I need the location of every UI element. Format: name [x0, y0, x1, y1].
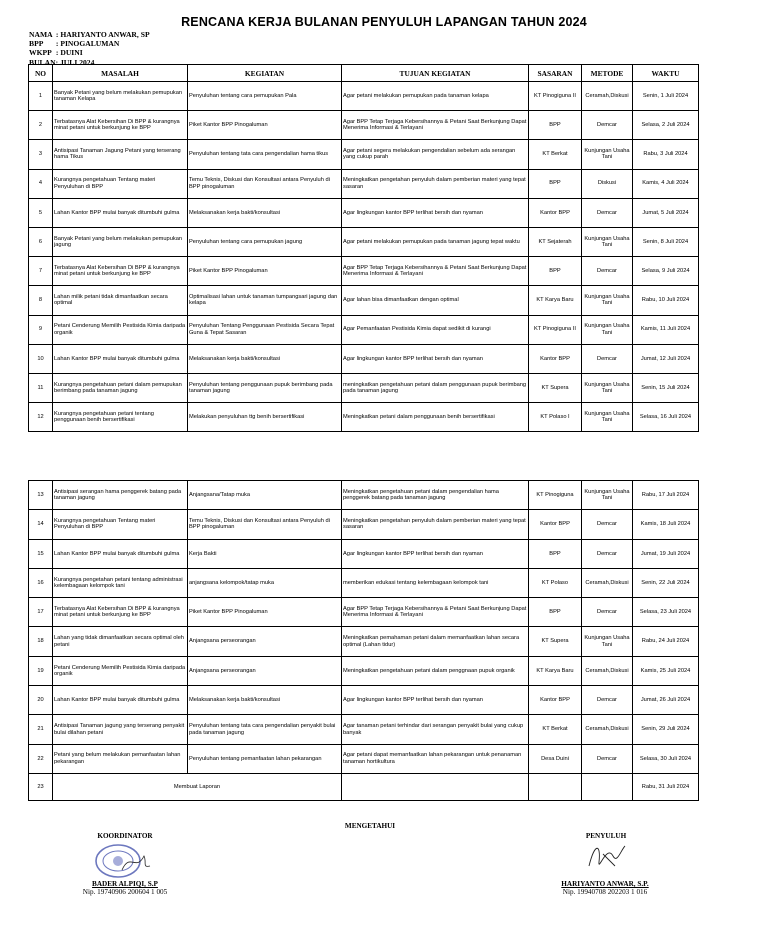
- cell-waktu: Kamis, 25 Juli 2024: [633, 656, 699, 685]
- cell-no: 10: [29, 344, 53, 373]
- cell-metode: Demcar: [582, 198, 633, 227]
- cell-kegiatan: anjangsana kelompok/tatap muka: [188, 568, 342, 597]
- cell-metode: Diskusi: [582, 169, 633, 198]
- cell-no: 5: [29, 198, 53, 227]
- table-row: [29, 481, 699, 510]
- cell-tujuan: Agar BPP Tetap Terjaga Kebersihannya & Petani Saat Berkunjung Dapat Menerima Informasi & Terlayani: [342, 598, 529, 627]
- cell-masalah: Banyak Petani yang belum melakukan pemupukan jagung: [53, 227, 188, 256]
- cell-no: 7: [29, 257, 53, 286]
- cell-waktu: Jumat, 26 Juli 2024: [633, 686, 699, 715]
- cell-waktu: Selasa, 23 Juli 2024: [633, 598, 699, 627]
- cell-tujuan: Meningkatkan petani dalam penggunaan benih bersertifikasi: [342, 403, 529, 432]
- cell-sasaran: KT Karya Baru: [529, 286, 582, 315]
- cell-kegiatan: Anjangsana perseorangan: [188, 656, 342, 685]
- cell-tujuan: Meningkatkan pengetahan penyuluh dalam pemberian materi yang tepat sasaran: [342, 510, 529, 539]
- cell-sasaran: BPP: [529, 257, 582, 286]
- table-row: [29, 373, 699, 402]
- cell-kegiatan: Optimalisasi lahan untuk tanaman tumpangsari jagung dan kelapa: [188, 286, 342, 315]
- cell-metode: Demcar: [582, 598, 633, 627]
- cell-tujuan: Agar BPP Tetap Terjaga Kebersihannya & Petani Saat Berkunjung Dapat Menerima Informasi & Terlayani: [342, 111, 529, 140]
- cell-masalah: Lahan Kantor BPP mulai banyak ditumbuhi gulma: [53, 198, 188, 227]
- cell-masalah: Kurangnya pengetahuan Tentang materi Penyuluhan di BPP: [53, 169, 188, 198]
- table-row: [29, 257, 699, 286]
- koordinator-label: KOORDINATOR: [97, 832, 153, 840]
- table-row: [29, 227, 699, 256]
- cell-sasaran: KT Polaso: [529, 568, 582, 597]
- cell-sasaran: Kantor BPP: [529, 198, 582, 227]
- cell-waktu: Rabu, 17 Juli 2024: [633, 481, 699, 510]
- cell-kegiatan: Kerja Bakti: [188, 539, 342, 568]
- cell-kegiatan: Piket Kantor BPP Pinogaluman: [188, 598, 342, 627]
- cell-tujuan: Meningkatkan pengetahuan petani dalam penggnaan pupuk organik: [342, 656, 529, 685]
- cell-metode: Demcar: [582, 744, 633, 773]
- cell-sasaran: [529, 773, 582, 800]
- cell-no: 22: [29, 744, 53, 773]
- cell-waktu: Selasa, 9 Juli 2024: [633, 257, 699, 286]
- header-kegiatan: KEGIATAN: [188, 65, 342, 82]
- cell-masalah: Antisipasi Tanaman Jagung Petani yang terserang hama Tikus: [53, 140, 188, 169]
- cell-no: 2: [29, 111, 53, 140]
- cell-kegiatan: Membuat Laporan: [53, 773, 342, 800]
- table-row: [29, 627, 699, 656]
- cell-sasaran: KT Berkat: [529, 715, 582, 744]
- cell-sasaran: BPP: [529, 539, 582, 568]
- cell-masalah: Antisipasi serangan hama penggerek batang pada tanaman jagung: [53, 481, 188, 510]
- cell-sasaran: KT Berkat: [529, 140, 582, 169]
- table-body-page2: [29, 481, 699, 774]
- cell-waktu: Senin, 8 Juli 2024: [633, 227, 699, 256]
- cell-waktu: Senin, 15 Juli 2024: [633, 373, 699, 402]
- cell-tujuan: Agar lingkungan kantor BPP terlihat bersih dan nyaman: [342, 198, 529, 227]
- cell-sasaran: BPP: [529, 169, 582, 198]
- header-sasaran: SASARAN: [529, 65, 582, 82]
- cell-tujuan: Agar lingkungan kantor BPP terlihat bersih dan nyaman: [342, 344, 529, 373]
- cell-waktu: Selasa, 2 Juli 2024: [633, 111, 699, 140]
- plan-table-page1: [28, 64, 699, 432]
- cell-waktu: Jumat, 19 Juli 2024: [633, 539, 699, 568]
- cell-tujuan: meningkatkan pengetahuan petani dalam penggunaan pupuk berimbang pada tanaman jagung: [342, 373, 529, 402]
- meta-wkpp: WKPP : DUINI: [29, 48, 83, 58]
- cell-sasaran: KT Pinogiguna II: [529, 315, 582, 344]
- cell-tujuan: Agar lingkungan kantor BPP terlihat bersih dan nyaman: [342, 686, 529, 715]
- penyuluh-name: HARIYANTO ANWAR, S.P.: [561, 880, 649, 888]
- cell-tujuan: Agar petani melakukan pemupukan pada tanaman jagung tepat waktu: [342, 227, 529, 256]
- table-row: [29, 286, 699, 315]
- cell-tujuan: Agar lingkungan kantor BPP terlihat bersih dan nyaman: [342, 539, 529, 568]
- cell-sasaran: Kantor BPP: [529, 344, 582, 373]
- penyuluh-label: PENYULUH: [585, 832, 627, 840]
- cell-sasaran: BPP: [529, 598, 582, 627]
- cell-kegiatan: Penyuluhan Tentang Penggunaan Pestisida Secara Tepat Guna & Tepat Sasaran: [188, 315, 342, 344]
- cell-kegiatan: Penyuluhan tentang penggunaan pupuk berimbang pada tanaman jagung: [188, 373, 342, 402]
- cell-masalah: Petani yang belum melakukan pemanfaatan lahan pekarangan: [53, 744, 188, 773]
- table-row: [29, 686, 699, 715]
- cell-masalah: Terbatasnya Alat Kebersihan Di BPP & kurangnya minat petani untuk berkunjung ke BPP: [53, 598, 188, 627]
- cell-kegiatan: Penyuluhan tentang pemanfaatan lahan pekarangan: [188, 744, 342, 773]
- cell-no: 9: [29, 315, 53, 344]
- cell-masalah: Kurangnya pengetahuan petani tentang penggunaan benih bersertifikasi: [53, 403, 188, 432]
- cell-waktu: Senin, 1 Juli 2024: [633, 82, 699, 111]
- cell-metode: Kunjungan Usaha Tani: [582, 286, 633, 315]
- cell-kegiatan: Piket Kantor BPP Pinogaluman: [188, 257, 342, 286]
- official-stamp-icon: [92, 842, 154, 880]
- cell-no: 17: [29, 598, 53, 627]
- cell-kegiatan: Melaksanakan kerja bakti/konsultasi: [188, 344, 342, 373]
- cell-waktu: Senin, 29 Juli 2024: [633, 715, 699, 744]
- cell-metode: Ceramah,Diskusi: [582, 82, 633, 111]
- cell-tujuan: memberikan edukasi tentang kelembagaan kelompok tani: [342, 568, 529, 597]
- cell-metode: Kunjungan Usaha Tani: [582, 403, 633, 432]
- koordinator-nip: Nip. 19740906 200604 1 005: [82, 888, 168, 896]
- table-row: [29, 315, 699, 344]
- cell-metode: Demcar: [582, 686, 633, 715]
- document-meta: [29, 30, 150, 67]
- cell-no: 14: [29, 510, 53, 539]
- table-row: [29, 140, 699, 169]
- header-waktu: WAKTU: [633, 65, 699, 82]
- cell-sasaran: BPP: [529, 111, 582, 140]
- cell-masalah: Terbatasnya Alat Kebersihan Di BPP & kurangnya minat petani untuk berkunjung ke BPP: [53, 111, 188, 140]
- cell-kegiatan: Penyuluhan tentang tata cara pengendalian hama tikus: [188, 140, 342, 169]
- header-masalah: MASALAH: [53, 65, 188, 82]
- table-row: [29, 403, 699, 432]
- cell-metode: Ceramah,Diskusi: [582, 715, 633, 744]
- plan-table-page2: [28, 480, 699, 801]
- cell-no: 4: [29, 169, 53, 198]
- cell-waktu: Rabu, 10 Juli 2024: [633, 286, 699, 315]
- cell-kegiatan: Melaksanakan kerja bakti/konsultasi: [188, 198, 342, 227]
- cell-no: 13: [29, 481, 53, 510]
- cell-tujuan: Agar BPP Tetap Terjaga Kebersihannya & Petani Saat Berkunjung Dapat Menerima Informasi & Terlayani: [342, 257, 529, 286]
- cell-kegiatan: Penyuluhan tentang cara pemupukan jagung: [188, 227, 342, 256]
- cell-kegiatan: Anjangsana perseorangan: [188, 627, 342, 656]
- cell-tujuan: [342, 773, 529, 800]
- cell-sasaran: KT Polaso I: [529, 403, 582, 432]
- cell-no: 3: [29, 140, 53, 169]
- table-row: [29, 744, 699, 773]
- cell-waktu: Kamis, 4 Juli 2024: [633, 169, 699, 198]
- cell-tujuan: Agar lahan bisa dimanfaatkan dengan optimal: [342, 286, 529, 315]
- cell-kegiatan: Temu Teknis, Diskusi dan Konsultasi antara Penyuluh di BPP pinogaluman: [188, 169, 342, 198]
- document-title: RENCANA KERJA BULANAN PENYULUH LAPANGAN TAHUN 2024: [181, 15, 587, 29]
- cell-masalah: Antisipasi Tanaman jagung yang terserang penyakit bulai dilahan petani: [53, 715, 188, 744]
- cell-tujuan: Agar petani dapat memanfaatkan lahan pekarangan untuk penanaman tanaman hortikultura: [342, 744, 529, 773]
- cell-masalah: Kurangnya pengetahuan Tentang materi Penyuluhan di BPP: [53, 510, 188, 539]
- meta-bulan: BULAN: JULI 2024: [29, 57, 95, 67]
- table-row: [29, 539, 699, 568]
- table-row: [29, 198, 699, 227]
- meta-bpp: BPP : PINOGALUMAN: [29, 39, 120, 49]
- cell-metode: Demcar: [582, 257, 633, 286]
- table-row: [29, 656, 699, 685]
- cell-no: 15: [29, 539, 53, 568]
- cell-masalah: Kurangnya pengetahan petani tentang administrasi kelembagaan kelompok tani: [53, 568, 188, 597]
- cell-metode: Kunjungan Usaha Tani: [582, 481, 633, 510]
- cell-waktu: Kamis, 11 Juli 2024: [633, 315, 699, 344]
- cell-no: 12: [29, 403, 53, 432]
- cell-masalah: Banyak Petani yang belum melakukan pemupukan tanaman Kelapa: [53, 82, 188, 111]
- header-no: NO: [29, 65, 53, 82]
- cell-no: 16: [29, 568, 53, 597]
- cell-waktu: Selasa, 30 Juli 2024: [633, 744, 699, 773]
- cell-no: 19: [29, 656, 53, 685]
- table-row: [29, 169, 699, 198]
- cell-kegiatan: Anjangsana/Tatap muka: [188, 481, 342, 510]
- cell-kegiatan: Penyuluhan tentang tata cara pengendalian penyakit bulai pada tanaman jagung: [188, 715, 342, 744]
- cell-sasaran: KT Pinogiguna: [529, 481, 582, 510]
- cell-kegiatan: Temu Teknis, Diskusi dan Konsultasi antara Penyuluh di BPP pinogaluman: [188, 510, 342, 539]
- cell-waktu: Rabu, 3 Juli 2024: [633, 140, 699, 169]
- cell-tujuan: Meningkatkan pengetahuan petani dalam pengendalian hama penggerek batang pada tanaman jagung: [342, 481, 529, 510]
- cell-tujuan: Agar tanaman petani terhindar dari serangan penyakit bulai yang cukup banyak: [342, 715, 529, 744]
- cell-masalah: Kurangnya pengetahuan petani dalam pemupukan berimbang pada tanaman jagung: [53, 373, 188, 402]
- cell-metode: Ceramah,Diskusi: [582, 568, 633, 597]
- table-row: [29, 82, 699, 111]
- cell-masalah: Lahan milik petani tidak dimanfaatkan secara optimal: [53, 286, 188, 315]
- cell-sasaran: KT Supera: [529, 627, 582, 656]
- cell-waktu: Kamis, 18 Juli 2024: [633, 510, 699, 539]
- cell-sasaran: KT Sejaterah: [529, 227, 582, 256]
- cell-kegiatan: Penyuluhan tentang cara pemupukan Pala: [188, 82, 342, 111]
- cell-no: 1: [29, 82, 53, 111]
- cell-kegiatan: Melakukan penyuluhan ttg benih bersertifikasi: [188, 403, 342, 432]
- header-tujuan: TUJUAN KEGIATAN: [342, 65, 529, 82]
- cell-kegiatan: Melaksanakan kerja bakti/konsultasi: [188, 686, 342, 715]
- mengetahui-label: MENGETAHUI: [344, 822, 396, 830]
- cell-masalah: Petani Cenderung Memilih Pestisida Kimia daripada organik: [53, 315, 188, 344]
- table-header-row: [29, 65, 699, 82]
- cell-masalah: Lahan yang tidak dimanfaatkan secara optimal oleh petani: [53, 627, 188, 656]
- table-row: [29, 344, 699, 373]
- cell-no: 20: [29, 686, 53, 715]
- cell-masalah: Terbatasnya Alat Kebersihan Di BPP & kurangnya minat petani untuk berkunjung ke BPP: [53, 257, 188, 286]
- cell-no: 21: [29, 715, 53, 744]
- cell-tujuan: Meningkatkan pengetahan penyuluh dalam pemberian materi yang tepat sasaran: [342, 169, 529, 198]
- cell-metode: Demcar: [582, 539, 633, 568]
- cell-waktu: Senin, 22 Juli 2024: [633, 568, 699, 597]
- table-row: [29, 568, 699, 597]
- meta-nama: NAMA : HARIYANTO ANWAR, SP: [29, 30, 150, 39]
- cell-metode: Demcar: [582, 510, 633, 539]
- cell-no: 23: [29, 773, 53, 800]
- cell-tujuan: Agar Pemanfaatan Pestisida Kimia dapat sedikit di kurangi: [342, 315, 529, 344]
- cell-masalah: Lahan Kantor BPP mulai banyak ditumbuhi gulma: [53, 539, 188, 568]
- cell-metode: Kunjungan Usaha Tani: [582, 373, 633, 402]
- cell-sasaran: Desa Duini: [529, 744, 582, 773]
- cell-tujuan: Agar petani segera melakukan pengendalian sebelum ada serangan yang cukup parah: [342, 140, 529, 169]
- cell-sasaran: KT Karya Baru: [529, 656, 582, 685]
- cell-no: 6: [29, 227, 53, 256]
- cell-metode: [582, 773, 633, 800]
- cell-sasaran: Kantor BPP: [529, 686, 582, 715]
- cell-waktu: Rabu, 24 Juli 2024: [633, 627, 699, 656]
- cell-masalah: Lahan Kantor BPP mulai banyak ditumbuhi gulma: [53, 686, 188, 715]
- cell-metode: Demcar: [582, 111, 633, 140]
- cell-no: 18: [29, 627, 53, 656]
- cell-tujuan: Agar petani melakukan pemupukan pada tanaman kelapa: [342, 82, 529, 111]
- cell-metode: Demcar: [582, 344, 633, 373]
- signature-icon: [585, 836, 629, 878]
- cell-no: 11: [29, 373, 53, 402]
- table-row: [29, 773, 699, 800]
- cell-metode: Kunjungan Usaha Tani: [582, 140, 633, 169]
- cell-waktu: Rabu, 31 Juli 2024: [633, 773, 699, 800]
- cell-waktu: Selasa, 16 Juli 2024: [633, 403, 699, 432]
- cell-waktu: Jumat, 12 Juli 2024: [633, 344, 699, 373]
- table-body-page1: [29, 82, 699, 432]
- cell-metode: Kunjungan Usaha Tani: [582, 627, 633, 656]
- cell-no: 8: [29, 286, 53, 315]
- cell-waktu: Jumat, 5 Juli 2024: [633, 198, 699, 227]
- table-row: [29, 510, 699, 539]
- table-row: [29, 715, 699, 744]
- cell-metode: Ceramah,Diskusi: [582, 656, 633, 685]
- cell-sasaran: KT Pinogiguna II: [529, 82, 582, 111]
- cell-metode: Kunjungan Usaha Tani: [582, 227, 633, 256]
- koordinator-name: BADER ALPIQI, S.P: [92, 880, 158, 888]
- cell-masalah: Petani Cenderung Memilih Pestisida Kimia daripada organik: [53, 656, 188, 685]
- header-metode: METODE: [582, 65, 633, 82]
- cell-kegiatan: Piket Kantor BPP Pinogaluman: [188, 111, 342, 140]
- cell-sasaran: KT Supera: [529, 373, 582, 402]
- cell-metode: Kunjungan Usaha Tani: [582, 315, 633, 344]
- cell-sasaran: Kantor BPP: [529, 510, 582, 539]
- penyuluh-nip: Nip. 19940708 202203 1 016: [562, 888, 648, 896]
- cell-tujuan: Meningkatkan pemahaman petani dalam memanfaatkan lahan secara optimal (Lahan tidur): [342, 627, 529, 656]
- table-row: [29, 598, 699, 627]
- table-row: [29, 111, 699, 140]
- cell-masalah: Lahan Kantor BPP mulai banyak ditumbuhi gulma: [53, 344, 188, 373]
